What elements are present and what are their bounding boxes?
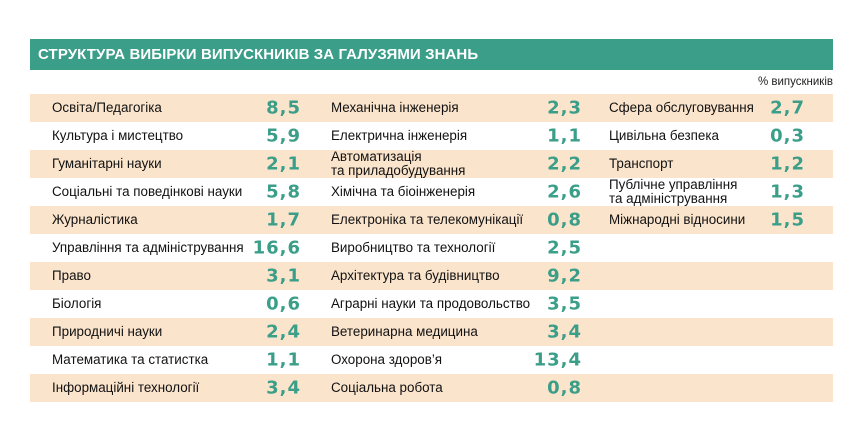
table-title: СТРУКТУРА ВИБІРКИ ВИПУСКНИКІВ ЗА ГАЛУЗЯМИ ЗНАНЬ	[30, 39, 833, 70]
percent-value: 5,8	[266, 181, 301, 203]
field-label: Культура і мистецтво	[52, 128, 184, 143]
percent-value: 1,7	[266, 209, 301, 231]
field-label: Аграрні науки та продовольство	[331, 296, 531, 311]
percent-value: 1,1	[547, 125, 582, 147]
field-label: Інформаційні технології	[52, 380, 200, 395]
percent-value: 2,1	[266, 153, 301, 175]
field-label: Транспорт	[609, 156, 674, 171]
table-row	[30, 290, 833, 318]
field-label: Право	[52, 268, 91, 283]
table-row	[30, 318, 833, 346]
table-cell-c3	[30, 374, 833, 402]
table-cell-c3	[30, 234, 833, 262]
percent-value: 1,3	[770, 181, 805, 203]
field-label: Ветеринарна медицина	[331, 324, 478, 339]
percent-value: 3,4	[547, 321, 582, 343]
percent-value: 2,2	[547, 153, 582, 175]
table-row	[30, 206, 833, 234]
field-label: Виробництво та технології	[331, 240, 496, 255]
table-cell-c3	[30, 346, 833, 374]
percent-value: 1,2	[770, 153, 805, 175]
table-cell-c3	[30, 262, 833, 290]
table-cell-c3	[30, 178, 833, 206]
percent-value: 8,5	[266, 97, 301, 119]
field-label: Соціальна робота	[331, 380, 443, 395]
field-label: Управління та адміністрування	[52, 240, 244, 255]
field-label: Журналістика	[52, 212, 138, 227]
table-row	[30, 374, 833, 402]
field-label: Хімічна та біоінженерія	[331, 184, 476, 199]
table-row	[30, 262, 833, 290]
field-label: Математика та статистка	[52, 352, 209, 367]
percent-value: 2,4	[266, 321, 301, 343]
table-cell-c3	[30, 318, 833, 346]
table-cell-c3	[30, 206, 833, 234]
field-label: Електроніка та телекомунікації	[331, 212, 524, 227]
table-row	[30, 234, 833, 262]
field-label: Сфера обслуговування	[609, 100, 754, 115]
unit-label: % випускників	[757, 76, 833, 88]
percent-value: 2,3	[547, 97, 582, 119]
percent-value: 0,8	[547, 209, 582, 231]
field-label: Механічна інженерія	[331, 100, 459, 115]
field-label: Біологія	[52, 296, 102, 311]
table-row	[30, 178, 833, 206]
percent-value: 2,7	[770, 97, 805, 119]
field-label: Соціальні та поведінкові науки	[52, 184, 243, 199]
data-table	[30, 94, 833, 402]
field-label: Автоматизація та приладобудування	[331, 149, 466, 178]
percent-value: 0,8	[547, 377, 582, 399]
field-label: Гуманітарні науки	[52, 156, 162, 171]
percent-value: 5,9	[266, 125, 301, 147]
field-label: Цивільна безпека	[609, 128, 719, 143]
field-label: Охорона здоров’я	[331, 352, 443, 367]
table-row	[30, 122, 833, 150]
table-cell-c3	[30, 150, 833, 178]
percent-value: 3,1	[266, 265, 301, 287]
percent-value: 1,5	[770, 209, 805, 231]
field-label: Публічне управління та адміністрування	[609, 177, 738, 206]
percent-value: 1,1	[266, 349, 301, 371]
table-row	[30, 94, 833, 122]
field-label: Природничі науки	[52, 324, 163, 339]
table-cell-c3	[30, 122, 833, 150]
percent-value: 3,5	[547, 293, 582, 315]
table-row	[30, 150, 833, 178]
percent-value: 2,5	[547, 237, 582, 259]
percent-value: 9,2	[547, 265, 582, 287]
field-label: Міжнародні відносини	[609, 212, 746, 227]
table-cell-c3	[30, 290, 833, 318]
percent-value: 0,3	[770, 125, 805, 147]
percent-value: 13,4	[533, 349, 582, 371]
field-label: Освіта/Педагогіка	[52, 100, 162, 115]
percent-value: 0,6	[266, 293, 301, 315]
field-label: Архітектура та будівництво	[331, 268, 500, 283]
percent-value: 16,6	[252, 237, 301, 259]
table-cell-c3	[30, 94, 833, 122]
table-row	[30, 346, 833, 374]
field-label: Електрична інженерія	[331, 128, 468, 143]
percent-value: 2,6	[547, 181, 582, 203]
percent-value: 3,4	[266, 377, 301, 399]
